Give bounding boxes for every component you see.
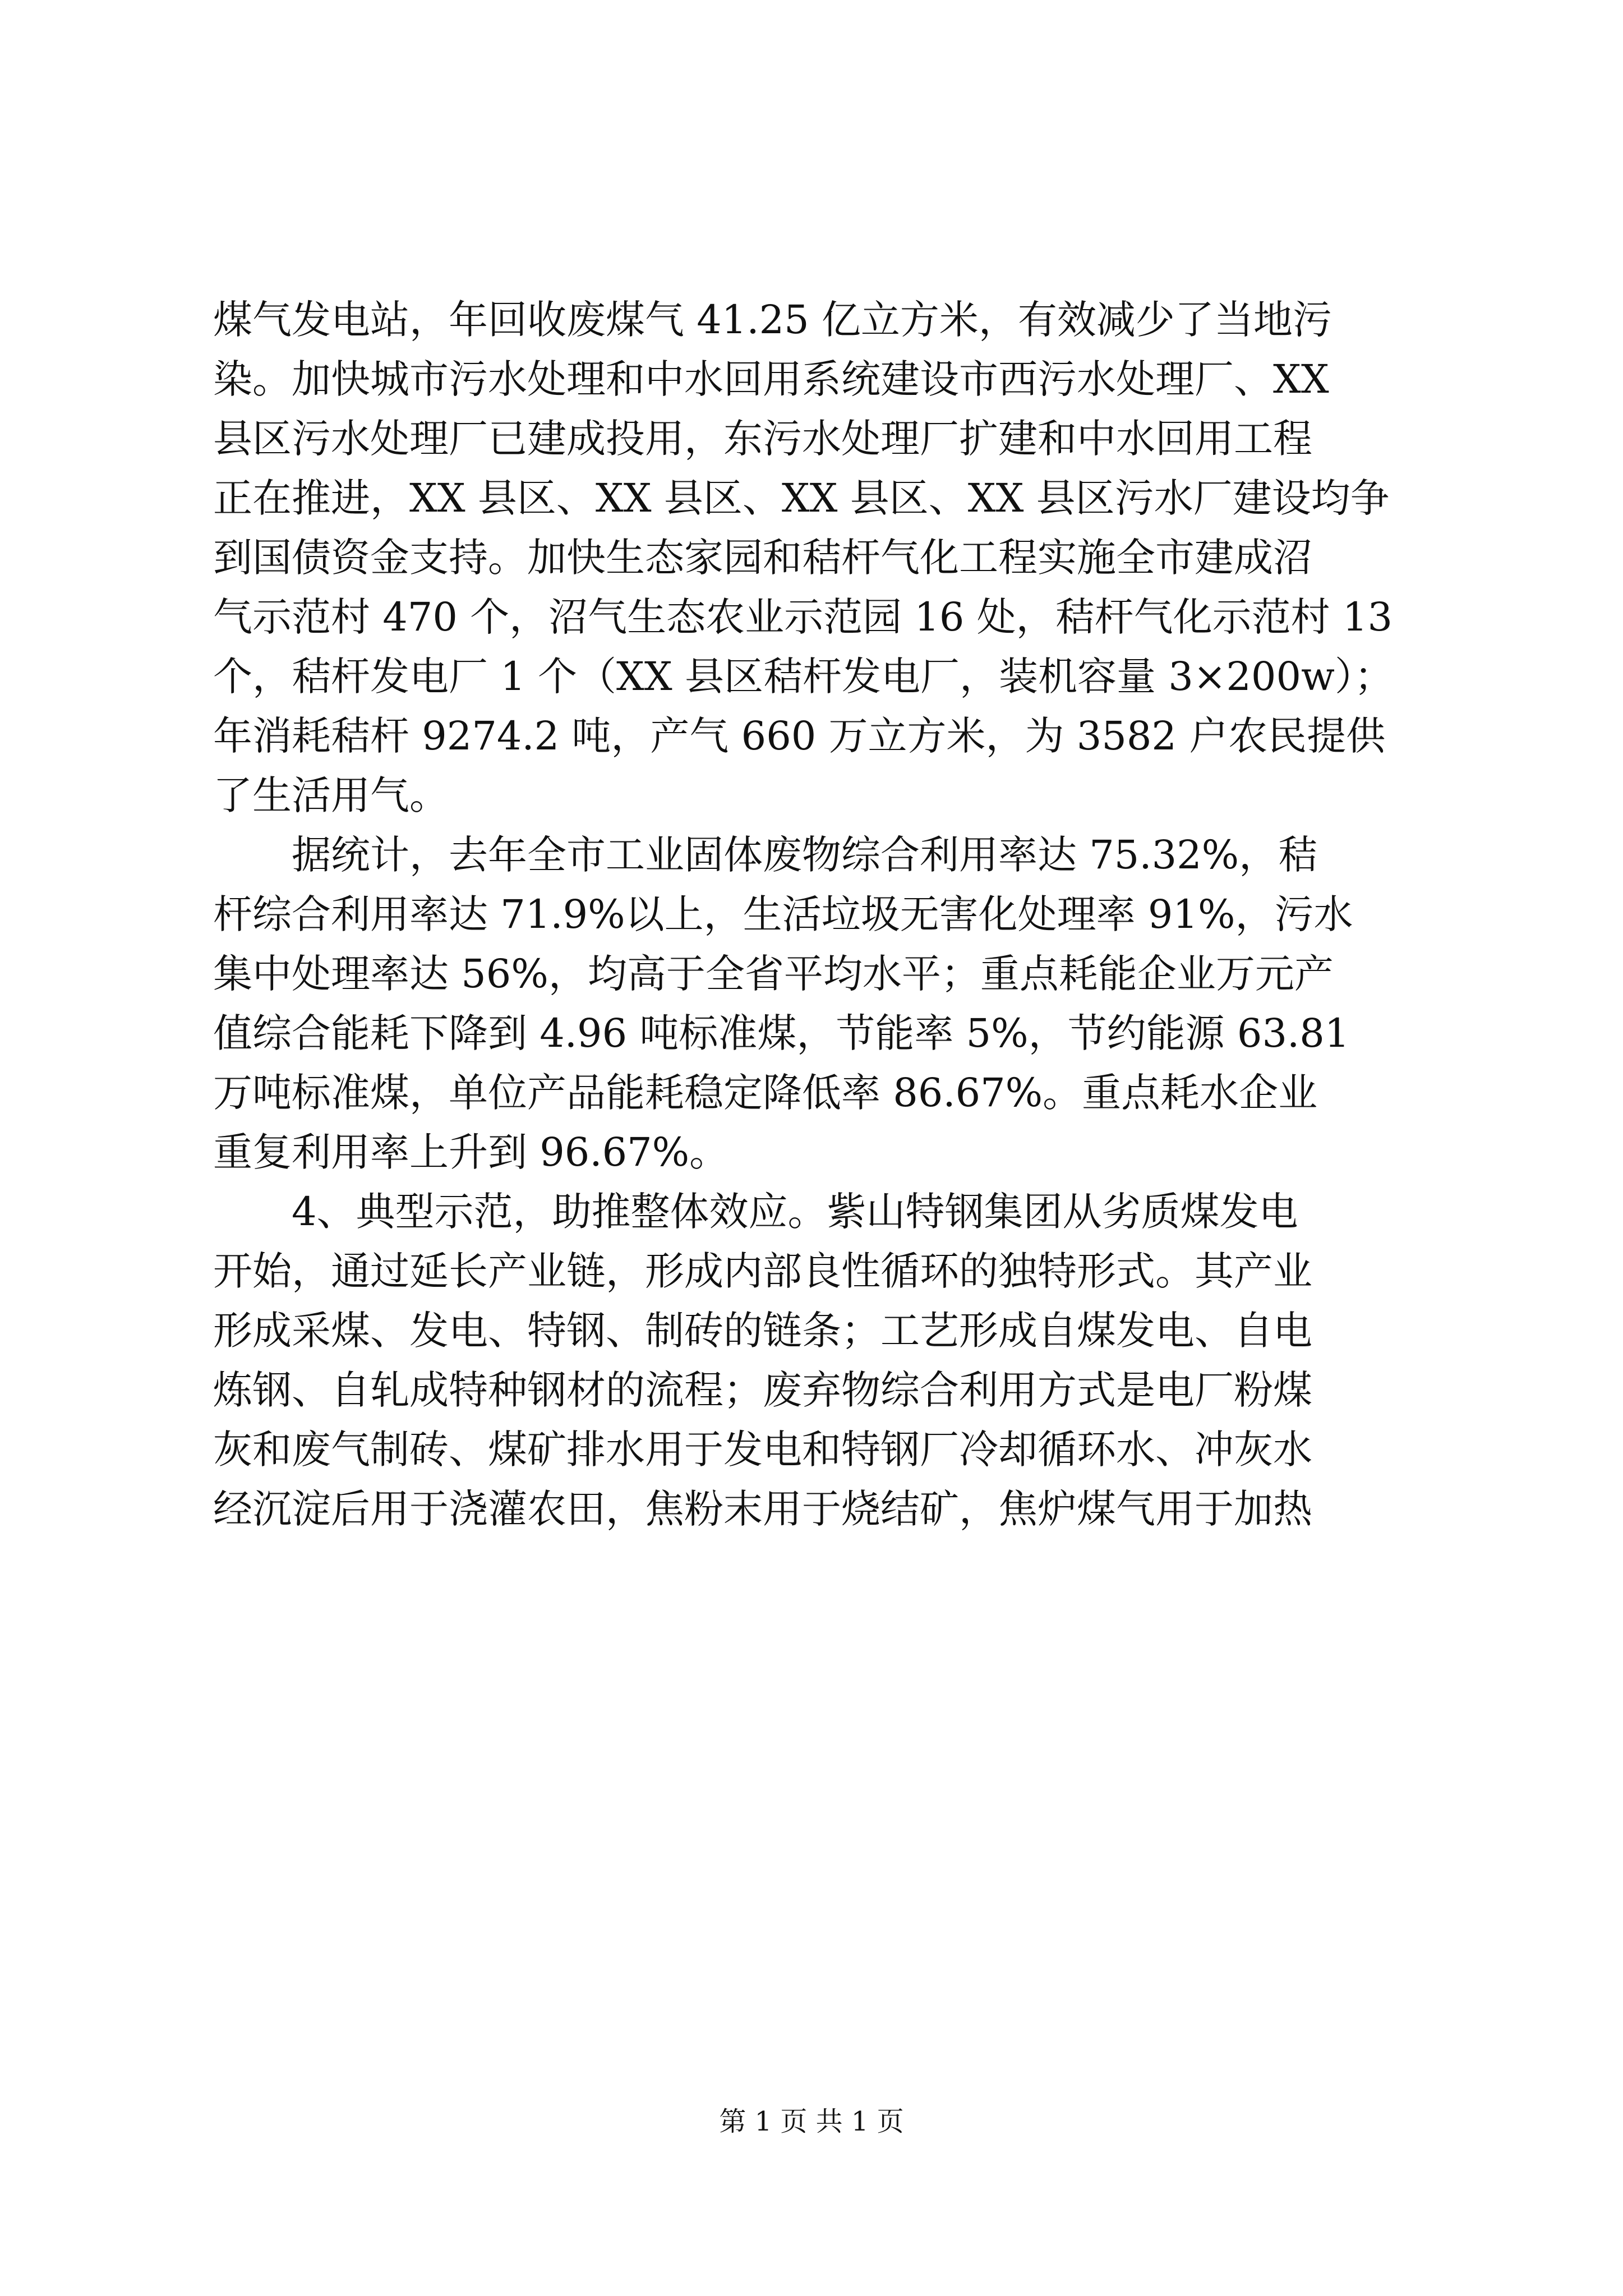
body-text-line: 染。加快城市污水处理和中水回用系统建设市西污水处理厂、XX xyxy=(213,356,1329,402)
body-text-line: 经沉淀后用于浇灌农田，焦粉末用于烧结矿，焦炉煤气用于加热 xyxy=(213,1486,1312,1532)
body-text-line: 万吨标准煤，单位产品能耗稳定降低率 86.67%。重点耗水企业 xyxy=(213,1070,1318,1116)
body-text-line: 个，秸杆发电厂 1 个（XX 县区秸杆发电厂，装机容量 3×200w）； xyxy=(213,654,1394,700)
body-text-line: 灰和废气制砖、煤矿排水用于发电和特钢厂冷却循环水、冲灰水 xyxy=(213,1427,1312,1473)
body-text-line: 据统计，去年全市工业固体废物综合利用率达 75.32%，秸 xyxy=(292,832,1318,878)
page-footer: 第 1 页 共 1 页 xyxy=(719,2106,904,2137)
body-text-line: 杆综合利用率达 71.9%以上，生活垃圾无害化处理率 91%，污水 xyxy=(213,891,1353,937)
body-text-line: 气示范村 470 个，沼气生态农业示范园 16 处，秸杆气化示范村 13 xyxy=(213,594,1393,640)
body-text-line: 炼钢、自轧成特种钢材的流程；废弃物综合利用方式是电厂粉煤 xyxy=(213,1367,1312,1413)
body-text-line: 县区污水处理厂已建成投用，东污水处理厂扩建和中水回用工程 xyxy=(213,416,1312,462)
body-text-line: 了生活用气。 xyxy=(213,772,449,818)
body-text-line: 4、典型示范，助推整体效应。紫山特钢集团从劣质煤发电 xyxy=(292,1189,1298,1235)
body-text-line: 煤气发电站，年回收废煤气 41.25 亿立方米，有效减少了当地污 xyxy=(213,297,1332,343)
body-text-line: 值综合能耗下降到 4.96 吨标准煤，节能率 5%，节约能源 63.81 xyxy=(213,1010,1350,1056)
body-text-line: 重复利用率上升到 96.67%。 xyxy=(213,1129,729,1175)
body-text-line: 集中处理率达 56%，均高于全省平均水平；重点耗能企业万元产 xyxy=(213,951,1334,997)
body-text-line: 形成采煤、发电、特钢、制砖的链条；工艺形成自煤发电、自电 xyxy=(213,1308,1312,1354)
body-text-line: 正在推进，XX 县区、XX 县区、XX 县区、XX 县区污水厂建设均争 xyxy=(213,475,1390,521)
body-text-line: 到国债资金支持。加快生态家园和秸杆气化工程实施全市建成沼 xyxy=(213,535,1312,581)
body-text-line: 开始，通过延长产业链，形成内部良性循环的独特形式。其产业 xyxy=(213,1248,1312,1294)
body-text-line: 年消耗秸杆 9274.2 吨，产气 660 万立方米，为 3582 户农民提供 xyxy=(213,713,1386,759)
